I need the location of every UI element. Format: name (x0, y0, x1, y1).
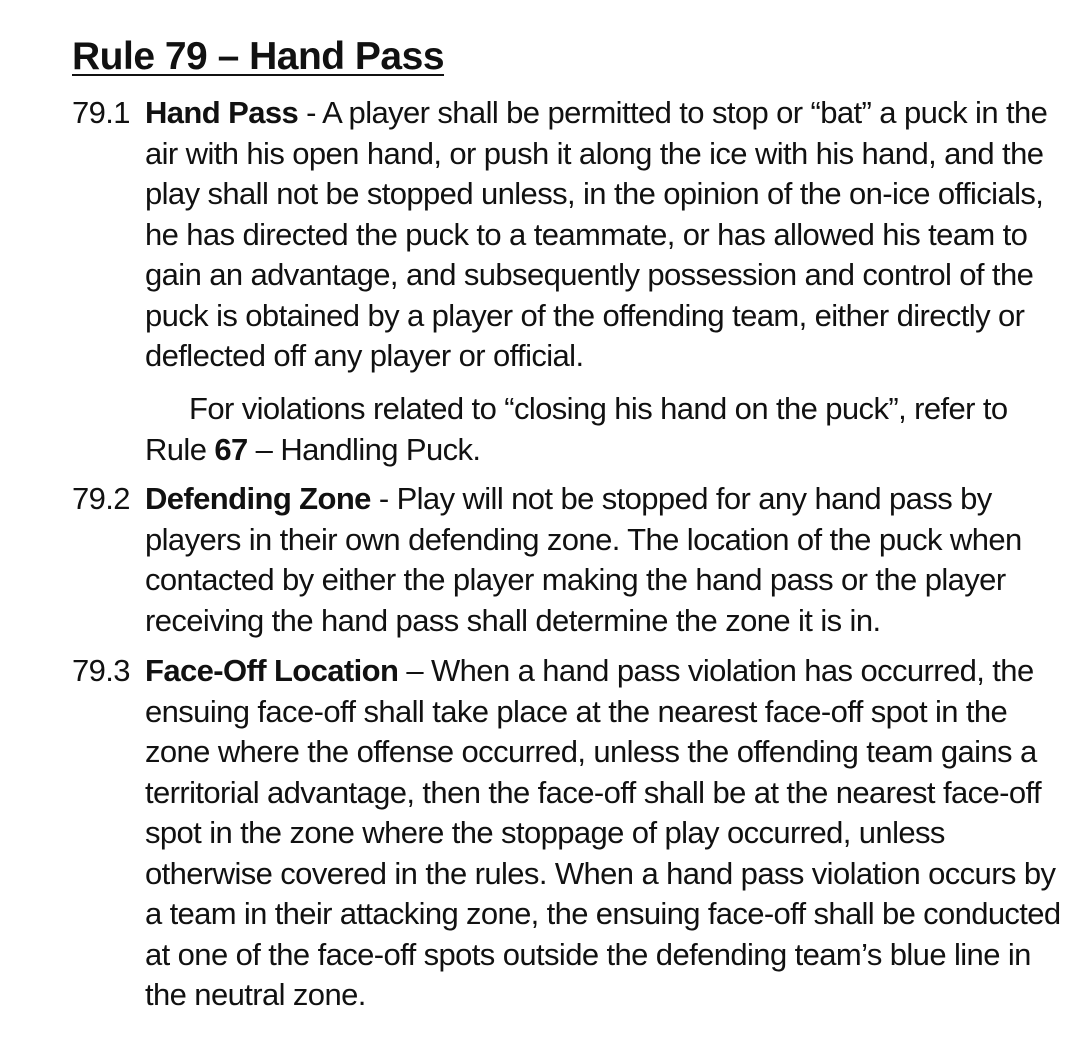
note-suffix: – Handling Puck. (247, 431, 481, 467)
section-text: When a hand pass violation has occurred, the (431, 653, 1034, 688)
heading-separator: - (298, 95, 323, 130)
section-body (145, 479, 1060, 641)
section-line: at one of the face-off spots outside the defending team’s blue line in (145, 936, 1031, 972)
note-line: For violations related to “closing his hand on the puck”, refer to (189, 391, 1008, 426)
section-line: contacted by either the player making the hand pass or the player (145, 562, 1006, 597)
section-line: spot in the zone where the stoppage of play occurred, unless (145, 815, 945, 850)
section-line (145, 93, 1060, 134)
section-body (145, 93, 1060, 377)
section-heading: Defending Zone (145, 481, 371, 516)
section-line: deflected off any player or official. (145, 338, 584, 373)
section-body (145, 651, 1060, 1016)
section-line: zone where the offense occurred, unless the offending team gains a (145, 734, 1037, 769)
section-line: receiving the hand pass shall determine the zone it is in. (145, 602, 881, 638)
section-line (145, 479, 1060, 520)
rule-reference: 67 (214, 431, 248, 467)
section-heading: Face-Off Location (145, 653, 399, 688)
section-line: players in their own defending zone. The location of the puck when (145, 521, 1022, 557)
rule-title (72, 34, 444, 80)
note-prefix: Rule (145, 431, 215, 467)
rule-title-text: Rule 79 – Hand Pass (72, 35, 445, 78)
heading-separator: – (398, 653, 431, 688)
section-number: 79.1 (72, 95, 130, 130)
section-line: puck is obtained by a player of the offending team, either directly or (145, 297, 1025, 333)
section-text: Play will not be stopped for any hand pass by (396, 481, 992, 516)
section-line: territorial advantage, then the face-off shall be at the nearest face-off (145, 774, 1041, 810)
section-heading: Hand Pass (145, 95, 299, 130)
section-line (145, 651, 1060, 692)
section-line: gain an advantage, and subsequently possession and control of the (145, 257, 1034, 292)
section-number: 79.2 (72, 481, 130, 516)
section-line: ensuing face-off shall take place at the nearest face-off spot in the (145, 693, 1008, 729)
section-line: otherwise covered in the rules. When a hand pass violation occurs by (145, 855, 1056, 891)
section-line: air with his open hand, or push it along the ice with his hand, and the (145, 135, 1044, 171)
section-line: he has directed the puck to a teammate, or has allowed his team to (145, 216, 1028, 252)
section-number: 79.3 (72, 653, 130, 688)
heading-separator: - (370, 481, 397, 516)
section-line: a team in their attacking zone, the ensuing face-off shall be conducted (145, 896, 1061, 931)
section-line: the neutral zone. (145, 977, 366, 1012)
cross-reference-note (145, 389, 1060, 470)
section-text: A player shall be permitted to stop or “bat” a puck in the (322, 95, 1048, 130)
section-line: play shall not be stopped unless, in the opinion of the on-ice officials, (145, 176, 1044, 211)
note-line (145, 430, 1060, 471)
